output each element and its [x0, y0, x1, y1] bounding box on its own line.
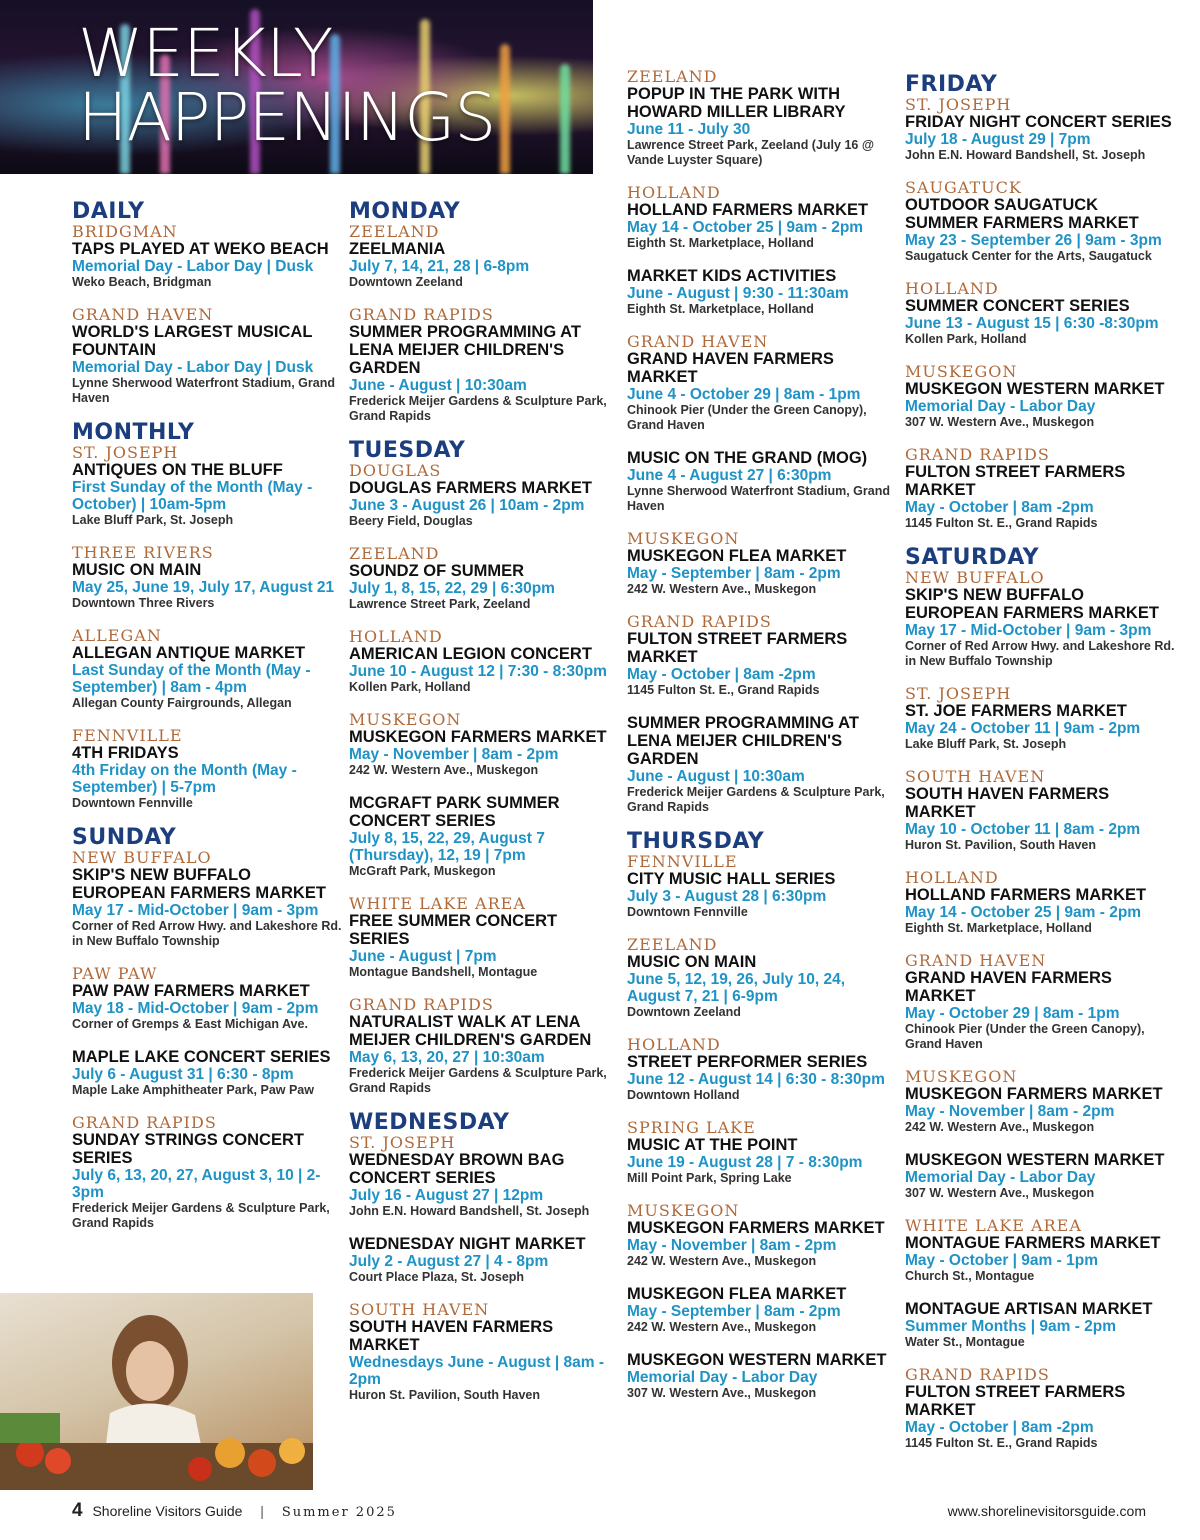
event-name: MUSKEGON FARMERS MARKET — [627, 1219, 885, 1237]
event-dates: June - August | 9:30 - 11:30am — [627, 285, 849, 302]
event-entry — [627, 530, 897, 597]
event-entry — [349, 1235, 619, 1285]
event-location-city: MUSKEGON — [627, 529, 740, 548]
event-venue: Eighth St. Marketplace, Holland — [905, 921, 1092, 935]
event-entry — [905, 363, 1175, 430]
day-heading: THURSDAY — [627, 829, 765, 854]
event-name: MCGRAFT PARK SUMMER CONCERT SERIES — [349, 794, 560, 830]
event-location-city: GRAND HAVEN — [72, 305, 214, 324]
event-entry — [627, 184, 897, 251]
event-dates: May - October | 9am - 1pm — [905, 1252, 1098, 1269]
event-location-city: HOLLAND — [627, 1035, 721, 1054]
event-venue: Corner of Gremps & East Michigan Ave. — [72, 1017, 308, 1031]
event-venue: Beery Field, Douglas — [349, 514, 473, 528]
event-dates: Memorial Day - Labor Day | Dusk — [72, 258, 314, 275]
event-venue: Kollen Park, Holland — [349, 680, 471, 694]
event-name: OUTDOOR SAUGATUCK SUMMER FARMERS MARKET — [905, 196, 1139, 232]
event-dates: Wednesdays June - August | 8am - 2pm — [349, 1354, 604, 1388]
event-entry — [349, 306, 619, 424]
event-entry — [905, 1151, 1175, 1201]
event-location-city: GRAND RAPIDS — [627, 612, 772, 631]
event-venue: 307 W. Western Ave., Muskegon — [627, 1386, 817, 1400]
day-heading: SUNDAY — [72, 825, 177, 850]
event-name: 4TH FRIDAYS — [72, 744, 179, 762]
event-dates: July 6 - August 31 | 6:30 - 8pm — [72, 1066, 294, 1083]
event-venue: Corner of Red Arrow Hwy. and Lakeshore Rd. in New Buffalo Township — [72, 919, 342, 948]
event-name: NATURALIST WALK AT LENA MEIJER CHILDREN'S GARDEN — [349, 1013, 592, 1049]
event-dates: May 14 - October 25 | 9am - 2pm — [627, 219, 864, 236]
event-dates: May 10 - October 11 | 8am - 2pm — [905, 821, 1141, 838]
event-location-city: DOUGLAS — [349, 461, 442, 480]
event-entry — [72, 727, 342, 811]
event-location-city: MUSKEGON — [349, 710, 462, 729]
publication-name: Shoreline Visitors Guide — [92, 1503, 243, 1519]
event-venue: Maple Lake Amphitheater Park, Paw Paw — [72, 1083, 314, 1097]
event-entry — [627, 1285, 897, 1335]
event-location-city: GRAND RAPIDS — [349, 995, 494, 1014]
event-dates: May - November | 8am - 2pm — [627, 1237, 837, 1254]
event-entry — [905, 569, 1175, 669]
event-name: MUSKEGON FLEA MARKET — [627, 547, 847, 565]
event-dates: May - October | 8am -2pm — [905, 499, 1094, 516]
day-heading: MONTHLY — [72, 420, 195, 445]
event-name: FRIDAY NIGHT CONCERT SERIES — [905, 113, 1172, 131]
event-venue: Lawrence Street Park, Zeeland (July 16 @ Vande Luyster Square) — [627, 138, 875, 167]
event-venue: John E.N. Howard Bandshell, St. Joseph — [349, 1204, 590, 1218]
event-name: GRAND HAVEN FARMERS MARKET — [905, 969, 1112, 1005]
event-name: SOUNDZ OF SUMMER — [349, 562, 525, 580]
event-name: SUMMER PROGRAMMING AT LENA MEIJER CHILDREN'S GARDEN — [627, 714, 859, 768]
event-venue: Lynne Sherwood Waterfront Stadium, Grand Haven — [72, 376, 335, 405]
event-location-city: GRAND HAVEN — [905, 951, 1047, 970]
event-venue: Mill Point Park, Spring Lake — [627, 1171, 792, 1185]
event-location-city: HOLLAND — [627, 183, 721, 202]
event-venue: Frederick Meijer Gardens & Sculpture Park, Grand Rapids — [349, 1066, 607, 1095]
event-entry — [349, 1134, 619, 1219]
event-dates: Summer Months | 9am - 2pm — [905, 1318, 1117, 1335]
event-entry — [72, 849, 342, 949]
event-dates: July 7, 14, 21, 28 | 6-8pm — [349, 258, 530, 275]
event-name: HOLLAND FARMERS MARKET — [905, 886, 1147, 904]
event-name: WORLD'S LARGEST MUSICAL FOUNTAIN — [72, 323, 313, 359]
event-entry — [627, 68, 897, 168]
event-entry — [627, 936, 897, 1020]
event-venue: Lake Bluff Park, St. Joseph — [72, 513, 234, 527]
event-location-city: WHITE LAKE AREA — [349, 894, 526, 913]
event-dates: May 24 - October 11 | 9am - 2pm — [905, 720, 1141, 737]
event-entry — [72, 627, 342, 711]
event-entry — [627, 853, 897, 920]
event-name: MAPLE LAKE CONCERT SERIES — [72, 1048, 331, 1066]
event-name: FULTON STREET FARMERS MARKET — [905, 463, 1126, 499]
event-venue: Downtown Three Rivers — [72, 596, 215, 610]
event-dates: May 17 - Mid-October | 9am - 3pm — [905, 622, 1152, 639]
event-dates: Memorial Day - Labor Day — [627, 1369, 818, 1386]
event-entry — [905, 1300, 1175, 1350]
event-dates: May 6, 13, 20, 27 | 10:30am — [349, 1049, 545, 1066]
event-location-city: HOLLAND — [905, 868, 999, 887]
event-entry — [349, 628, 619, 695]
event-venue: 1145 Fulton St. E., Grand Rapids — [627, 683, 820, 697]
event-location-city: ZEELAND — [349, 222, 440, 241]
event-dates: May - September | 8am - 2pm — [627, 565, 841, 582]
event-location-city: SPRING LAKE — [627, 1118, 756, 1137]
event-dates: May - October | 8am -2pm — [627, 666, 816, 683]
event-name: STREET PERFORMER SERIES — [627, 1053, 868, 1071]
event-location-city: ST. JOSEPH — [905, 684, 1012, 703]
event-entry — [72, 1114, 342, 1231]
schedule-column-3 — [627, 68, 897, 1417]
event-entry — [627, 1036, 897, 1103]
footer-separator: | — [260, 1503, 264, 1519]
event-location-city: ZEELAND — [349, 544, 440, 563]
event-location-city: THREE RIVERS — [72, 543, 214, 562]
event-entry — [72, 544, 342, 611]
day-heading: MONDAY — [349, 199, 461, 224]
event-entry — [905, 1366, 1175, 1451]
event-dates: June 12 - August 14 | 6:30 - 8:30pm — [627, 1071, 885, 1088]
event-dates: May - November | 8am - 2pm — [349, 746, 559, 763]
event-location-city: GRAND HAVEN — [627, 332, 769, 351]
event-dates: June 4 - August 27 | 6:30pm — [627, 467, 832, 484]
website-link[interactable]: www.shorelinevisitorsguide.com — [947, 1503, 1146, 1519]
event-location-city: GRAND RAPIDS — [905, 1365, 1050, 1384]
event-entry — [72, 444, 342, 528]
event-dates: June - August | 10:30am — [627, 768, 805, 785]
event-name: MUSKEGON WESTERN MARKET — [905, 1151, 1165, 1169]
event-entry — [627, 267, 897, 317]
event-venue: Huron St. Pavilion, South Haven — [905, 838, 1096, 852]
page-number: 4 — [72, 1500, 83, 1521]
event-entry — [627, 613, 897, 698]
event-name: FULTON STREET FARMERS MARKET — [905, 1383, 1126, 1419]
event-name: MUSKEGON WESTERN MARKET — [627, 1351, 887, 1369]
event-name: ZEELMANIA — [349, 240, 446, 258]
event-location-city: ZEELAND — [627, 67, 718, 86]
event-venue: Lawrence Street Park, Zeeland — [349, 597, 531, 611]
event-venue: 242 W. Western Ave., Muskegon — [627, 1254, 817, 1268]
event-entry — [349, 545, 619, 612]
event-entry — [905, 280, 1175, 347]
farmers-market-photo — [0, 1293, 313, 1490]
page-footer — [72, 1500, 1146, 1522]
event-venue: Corner of Red Arrow Hwy. and Lakeshore Rd. in New Buffalo Township — [905, 639, 1175, 668]
event-name: POPUP IN THE PARK WITH HOWARD MILLER LIBRARY — [627, 85, 846, 121]
event-dates: July 6, 13, 20, 27, August 3, 10 | 2-3pm — [72, 1167, 321, 1201]
event-dates: May - September | 8am - 2pm — [627, 1303, 841, 1320]
event-name: MONTAGUE FARMERS MARKET — [905, 1234, 1161, 1252]
event-name: SOUTH HAVEN FARMERS MARKET — [905, 785, 1110, 821]
event-venue: 1145 Fulton St. E., Grand Rapids — [905, 1436, 1098, 1450]
event-dates: First Sunday of the Month (May - October) | 10am-5pm — [72, 479, 313, 513]
event-name: TAPS PLAYED AT WEKO BEACH — [72, 240, 329, 258]
event-venue: 1145 Fulton St. E., Grand Rapids — [905, 516, 1098, 530]
event-name: MONTAGUE ARTISAN MARKET — [905, 1300, 1153, 1318]
event-dates: July 8, 15, 22, 29, August 7 (Thursday), 12, 19 | 7pm — [349, 830, 545, 864]
event-dates: June 5, 12, 19, 26, July 10, 24, August 7, 21 | 6-9pm — [627, 971, 845, 1005]
event-venue: 307 W. Western Ave., Muskegon — [905, 415, 1095, 429]
event-location-city: ST. JOSEPH — [905, 95, 1012, 114]
event-venue: Allegan County Fairgrounds, Allegan — [72, 696, 292, 710]
title-line-1: WEEKLY — [78, 15, 333, 92]
event-entry — [905, 1217, 1175, 1284]
event-dates: July 3 - August 28 | 6:30pm — [627, 888, 827, 905]
event-entry — [905, 1068, 1175, 1135]
event-name: SUNDAY STRINGS CONCERT SERIES — [72, 1131, 304, 1167]
event-venue: Chinook Pier (Under the Green Canopy), Grand Haven — [905, 1022, 1145, 1051]
event-name: ANTIQUES ON THE BLUFF — [72, 461, 283, 479]
event-name: GRAND HAVEN FARMERS MARKET — [627, 350, 834, 386]
event-name: MARKET KIDS ACTIVITIES — [627, 267, 837, 285]
day-heading: DAILY — [72, 199, 145, 224]
event-entry — [72, 965, 342, 1032]
event-venue: Water St., Montague — [905, 1335, 1025, 1349]
event-name: SKIP'S NEW BUFFALO EUROPEAN FARMERS MARKET — [905, 586, 1159, 622]
event-entry — [349, 996, 619, 1096]
event-dates: July 16 - August 27 | 12pm — [349, 1187, 544, 1204]
event-venue: 242 W. Western Ave., Muskegon — [627, 582, 817, 596]
event-name: SUMMER PROGRAMMING AT LENA MEIJER CHILDREN'S GARDEN — [349, 323, 581, 377]
event-venue: Frederick Meijer Gardens & Sculpture Park, Grand Rapids — [72, 1201, 330, 1230]
event-dates: June - August | 7pm — [349, 948, 497, 965]
schedule-column-1 — [72, 195, 342, 1247]
event-dates: July 2 - August 27 | 4 - 8pm — [349, 1253, 549, 1270]
event-venue: Downtown Holland — [627, 1088, 740, 1102]
event-location-city: WHITE LAKE AREA — [905, 1216, 1082, 1235]
day-heading: FRIDAY — [905, 72, 998, 97]
event-name: PAW PAW FARMERS MARKET — [72, 982, 310, 1000]
event-name: SOUTH HAVEN FARMERS MARKET — [349, 1318, 554, 1354]
issue-season: Summer 2025 — [281, 1505, 397, 1520]
event-entry — [627, 449, 897, 514]
event-name: MUSIC ON MAIN — [72, 561, 202, 579]
event-entry — [349, 462, 619, 529]
event-entry — [905, 179, 1175, 264]
event-entry — [627, 1202, 897, 1269]
event-entry — [349, 794, 619, 879]
event-entry — [905, 768, 1175, 853]
event-name: ST. JOE FARMERS MARKET — [905, 702, 1127, 720]
event-dates: May 17 - Mid-October | 9am - 3pm — [72, 902, 319, 919]
event-venue: Chinook Pier (Under the Green Canopy), Grand Haven — [627, 403, 867, 432]
event-venue: Downtown Zeeland — [349, 275, 463, 289]
event-venue: Lake Bluff Park, St. Joseph — [905, 737, 1067, 751]
event-name: AMERICAN LEGION CONCERT — [349, 645, 592, 663]
schedule-column-2 — [349, 195, 619, 1419]
event-venue: Huron St. Pavilion, South Haven — [349, 1388, 540, 1402]
event-name: MUSKEGON FARMERS MARKET — [349, 728, 607, 746]
event-dates: May 25, June 19, July 17, August 21 — [72, 579, 335, 596]
event-dates: 4th Friday on the Month (May - September) | 5-7pm — [72, 762, 297, 796]
event-entry — [349, 223, 619, 290]
event-entry — [349, 1301, 619, 1403]
event-venue: Downtown Fennville — [72, 796, 193, 810]
event-entry — [72, 223, 342, 290]
event-venue: McGraft Park, Muskegon — [349, 864, 496, 878]
event-venue: Downtown Zeeland — [627, 1005, 741, 1019]
day-heading: TUESDAY — [349, 438, 466, 463]
event-location-city: FENNVILLE — [72, 726, 183, 745]
event-name: WEDNESDAY NIGHT MARKET — [349, 1235, 586, 1253]
event-location-city: SOUTH HAVEN — [349, 1300, 490, 1319]
event-dates: May - October 29 | 8am - 1pm — [905, 1005, 1120, 1022]
event-name: CITY MUSIC HALL SERIES — [627, 870, 836, 888]
event-dates: Memorial Day - Labor Day — [905, 1169, 1096, 1186]
event-location-city: HOLLAND — [349, 627, 443, 646]
event-location-city: NEW BUFFALO — [72, 848, 212, 867]
event-location-city: FENNVILLE — [627, 852, 738, 871]
event-location-city: GRAND RAPIDS — [905, 445, 1050, 464]
event-entry — [905, 96, 1175, 163]
event-dates: Last Sunday of the Month (May - September) | 8am - 4pm — [72, 662, 311, 696]
event-location-city: GRAND RAPIDS — [72, 1113, 217, 1132]
event-venue: Frederick Meijer Gardens & Sculpture Park, Grand Rapids — [627, 785, 885, 814]
event-entry — [72, 306, 342, 406]
day-heading: WEDNESDAY — [349, 1110, 510, 1135]
event-location-city: MUSKEGON — [905, 1067, 1018, 1086]
event-location-city: SOUTH HAVEN — [905, 767, 1046, 786]
event-entry — [627, 1351, 897, 1401]
event-dates: May - November | 8am - 2pm — [905, 1103, 1115, 1120]
market-illustration — [0, 1293, 313, 1490]
event-dates: May 14 - October 25 | 9am - 2pm — [905, 904, 1142, 921]
event-location-city: ST. JOSEPH — [72, 443, 179, 462]
event-venue: Church St., Montague — [905, 1269, 1035, 1283]
event-venue: Court Place Plaza, St. Joseph — [349, 1270, 525, 1284]
event-entry — [72, 1048, 342, 1098]
event-name: MUSKEGON FARMERS MARKET — [905, 1085, 1163, 1103]
event-entry — [627, 1119, 897, 1186]
event-entry — [905, 446, 1175, 531]
event-entry — [905, 685, 1175, 752]
event-dates: July 18 - August 29 | 7pm — [905, 131, 1091, 148]
event-dates: July 1, 8, 15, 22, 29 | 6:30pm — [349, 580, 555, 597]
event-dates: June 3 - August 26 | 10am - 2pm — [349, 497, 585, 514]
event-venue: Weko Beach, Bridgman — [72, 275, 212, 289]
event-dates: Memorial Day - Labor Day | Dusk — [72, 359, 314, 376]
event-entry — [627, 714, 897, 815]
event-name: MUSIC ON THE GRAND (MOG) — [627, 449, 868, 467]
event-dates: June 4 - October 29 | 8am - 1pm — [627, 386, 861, 403]
event-venue: 307 W. Western Ave., Muskegon — [905, 1186, 1095, 1200]
event-entry — [905, 952, 1175, 1052]
event-dates: June - August | 10:30am — [349, 377, 527, 394]
page-title — [78, 15, 496, 156]
event-name: SKIP'S NEW BUFFALO EUROPEAN FARMERS MARKET — [72, 866, 326, 902]
event-venue: Eighth St. Marketplace, Holland — [627, 302, 814, 316]
event-location-city: ZEELAND — [627, 935, 718, 954]
event-location-city: BRIDGMAN — [72, 222, 178, 241]
event-dates: May 23 - September 26 | 9am - 3pm — [905, 232, 1162, 249]
event-location-city: SAUGATUCK — [905, 178, 1022, 197]
event-name: MUSIC AT THE POINT — [627, 1136, 798, 1154]
event-venue: Kollen Park, Holland — [905, 332, 1027, 346]
event-venue: Montague Bandshell, Montague — [349, 965, 538, 979]
event-name: FULTON STREET FARMERS MARKET — [627, 630, 848, 666]
event-name: DOUGLAS FARMERS MARKET — [349, 479, 592, 497]
event-location-city: ALLEGAN — [72, 626, 162, 645]
hero-fountain-image — [0, 0, 593, 174]
event-location-city: ST. JOSEPH — [349, 1133, 456, 1152]
event-entry — [627, 333, 897, 433]
event-venue: 242 W. Western Ave., Muskegon — [627, 1320, 817, 1334]
event-name: MUSKEGON WESTERN MARKET — [905, 380, 1165, 398]
event-venue: Frederick Meijer Gardens & Sculpture Park, Grand Rapids — [349, 394, 607, 423]
event-venue: Downtown Fennville — [627, 905, 748, 919]
event-entry — [349, 895, 619, 980]
event-dates: June 11 - July 30 — [627, 121, 751, 138]
event-name: SUMMER CONCERT SERIES — [905, 297, 1130, 315]
event-name: WEDNESDAY BROWN BAG CONCERT SERIES — [349, 1151, 565, 1187]
event-entry — [905, 869, 1175, 936]
event-venue: Eighth St. Marketplace, Holland — [627, 236, 814, 250]
title-line-2: HAPPENINGS — [78, 79, 496, 156]
schedule-column-4 — [905, 68, 1175, 1467]
event-venue: 242 W. Western Ave., Muskegon — [905, 1120, 1095, 1134]
event-location-city: MUSKEGON — [905, 362, 1018, 381]
event-location-city: HOLLAND — [905, 279, 999, 298]
event-dates: Memorial Day - Labor Day — [905, 398, 1096, 415]
event-name: FREE SUMMER CONCERT SERIES — [349, 912, 558, 948]
event-dates: June 19 - August 28 | 7 - 8:30pm — [627, 1154, 863, 1171]
event-name: ALLEGAN ANTIQUE MARKET — [72, 644, 306, 662]
event-venue: John E.N. Howard Bandshell, St. Joseph — [905, 148, 1146, 162]
event-entry — [349, 711, 619, 778]
event-name: MUSKEGON FLEA MARKET — [627, 1285, 847, 1303]
event-dates: June 10 - August 12 | 7:30 - 8:30pm — [349, 663, 607, 680]
event-name: HOLLAND FARMERS MARKET — [627, 201, 869, 219]
event-location-city: MUSKEGON — [627, 1201, 740, 1220]
day-heading: SATURDAY — [905, 545, 1040, 570]
event-venue: 242 W. Western Ave., Muskegon — [349, 763, 539, 777]
event-location-city: GRAND RAPIDS — [349, 305, 494, 324]
event-location-city: PAW PAW — [72, 964, 158, 983]
event-dates: May - October | 8am -2pm — [905, 1419, 1094, 1436]
event-venue: Lynne Sherwood Waterfront Stadium, Grand Haven — [627, 484, 890, 513]
event-name: MUSIC ON MAIN — [627, 953, 757, 971]
event-dates: May 18 - Mid-October | 9am - 2pm — [72, 1000, 319, 1017]
event-venue: Saugatuck Center for the Arts, Saugatuck — [905, 249, 1152, 263]
event-dates: June 13 - August 15 | 6:30 -8:30pm — [905, 315, 1159, 332]
event-location-city: NEW BUFFALO — [905, 568, 1045, 587]
